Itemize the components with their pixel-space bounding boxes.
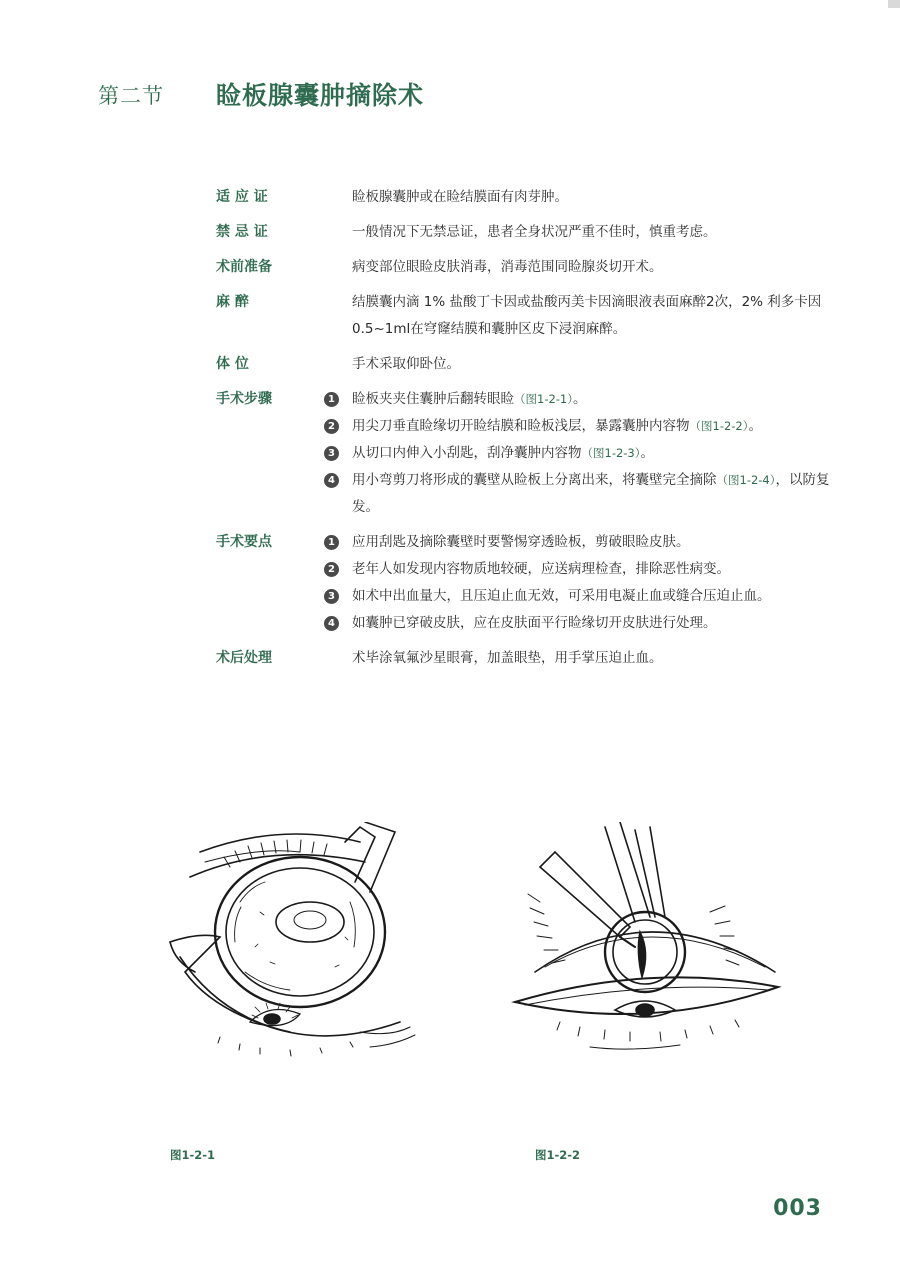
- list-item: [328, 529, 836, 556]
- anesthesia-label: 麻 醉: [216, 294, 249, 310]
- position-row: [216, 351, 836, 378]
- step-number-badge: 3: [324, 446, 339, 461]
- step-text: 用小弯剪刀将形成的囊壁从睑板上分离出来，将囊壁完全摘除: [352, 472, 717, 488]
- section-number: 第二节: [98, 84, 164, 108]
- steps-list: [328, 386, 836, 521]
- figure-caption: 图1-2-1: [170, 1148, 216, 1162]
- procedure-body: [216, 184, 836, 680]
- steps-label: 手术步骤: [216, 391, 272, 407]
- preparation-row: [216, 254, 836, 281]
- figure-everted-eyelid-illustration: [160, 822, 440, 1062]
- postop-label: 术后处理: [216, 650, 272, 666]
- postop-row: [216, 645, 836, 672]
- list-item: [328, 467, 836, 521]
- step-tail: 。: [573, 391, 587, 407]
- point-text: 如囊肿已穿破皮肤，应在皮肤面平行睑缘切开皮肤进行处理。: [352, 615, 717, 631]
- key-points-label: 手术要点: [216, 534, 272, 550]
- point-number-badge: 4: [324, 616, 339, 631]
- step-number-badge: 2: [324, 419, 339, 434]
- figure-reference: （图1-2-1）: [514, 392, 573, 406]
- contraindication-label: 禁 忌 证: [216, 224, 268, 240]
- indication-text: 睑板腺囊肿或在睑结膜面有肉芽肿。: [352, 189, 568, 205]
- list-item: [328, 440, 836, 467]
- step-number-badge: 4: [324, 473, 339, 488]
- step-tail: 。: [640, 445, 654, 461]
- page-number: 003: [773, 1196, 822, 1221]
- indication-row: [216, 184, 836, 211]
- position-label: 体 位: [216, 356, 249, 372]
- postop-text: 术毕涂氧氟沙星眼膏，加盖眼垫，用手掌压迫止血。: [352, 650, 663, 666]
- point-text: 如术中出血量大，且压迫止血无效，可采用电凝止血或缝合压迫止血。: [352, 588, 771, 604]
- steps-row: [216, 386, 836, 521]
- list-item: [328, 583, 836, 610]
- point-number-badge: 3: [324, 589, 339, 604]
- list-item: [328, 413, 836, 440]
- figure-reference: （图1-2-4）: [716, 473, 776, 487]
- preparation-text: 病变部位眼睑皮肤消毒，消毒范围同睑腺炎切开术。: [352, 259, 663, 275]
- contraindication-text: 一般情况下无禁忌证，患者全身状况严重不佳时，慎重考虑。: [352, 224, 717, 240]
- step-tail: ，以防复发。: [352, 472, 830, 515]
- step-text: 睑板夹夹住囊肿后翻转眼睑: [352, 391, 514, 407]
- point-text: 老年人如发现内容物质地较硬，应送病理检查，排除恶性病变。: [352, 561, 730, 577]
- step-text: 从切口内伸入小刮匙，刮净囊肿内容物: [352, 445, 582, 461]
- corner-mark: [888, 0, 900, 8]
- step-text: 用尖刀垂直睑缘切开睑结膜和睑板浅层，暴露囊肿内容物: [352, 418, 690, 434]
- key-points-list: [328, 529, 836, 637]
- preparation-label: 术前准备: [216, 259, 272, 275]
- point-text: 应用刮匙及摘除囊壁时要警惕穿透睑板，剪破眼睑皮肤。: [352, 534, 690, 550]
- point-number-badge: 2: [324, 562, 339, 577]
- position-text: 手术采取仰卧位。: [352, 356, 460, 372]
- indication-label: 适 应 证: [216, 189, 268, 205]
- anesthesia-row: [216, 289, 836, 343]
- section-title: 睑板腺囊肿摘除术: [216, 81, 425, 110]
- step-tail: 。: [748, 418, 762, 434]
- list-item: [328, 386, 836, 413]
- contraindication-row: [216, 219, 836, 246]
- figure-reference: （图1-2-2）: [689, 419, 749, 433]
- list-item: [328, 556, 836, 583]
- step-number-badge: 1: [324, 392, 339, 407]
- point-number-badge: 1: [324, 535, 339, 550]
- anesthesia-text: 结膜囊内滴 1% 盐酸丁卡因或盐酸丙美卡因滴眼液表面麻醉2次，2% 利多卡因0.5~1ml在穹窿结膜和囊肿区皮下浸润麻醉。: [352, 294, 822, 337]
- key-points-row: [216, 529, 836, 637]
- list-item: [328, 610, 836, 637]
- figure-reference: （图1-2-3）: [581, 446, 641, 460]
- figure-incision-illustration: [510, 822, 790, 1062]
- figure-caption: 图1-2-2: [535, 1148, 581, 1162]
